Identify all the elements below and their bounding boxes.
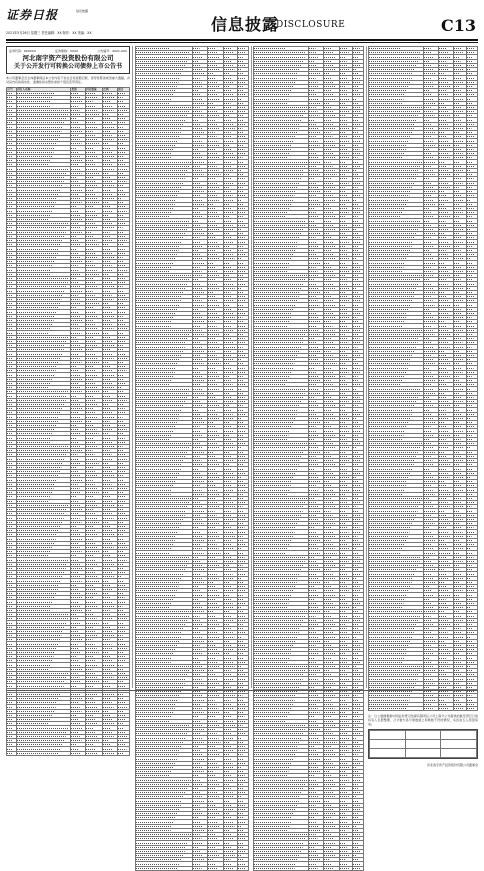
sign-cell bbox=[405, 749, 441, 758]
table-cell bbox=[192, 866, 208, 870]
column-4 bbox=[366, 46, 478, 768]
article-header bbox=[6, 46, 130, 74]
signature-table bbox=[368, 729, 478, 759]
column-2 bbox=[133, 46, 252, 688]
holder-table-2 bbox=[135, 46, 249, 871]
sign-cell bbox=[441, 740, 477, 749]
sign-cell bbox=[441, 749, 477, 758]
table-header-cell: 持有人名称 bbox=[16, 87, 70, 91]
sign-cell bbox=[370, 740, 406, 749]
table-cell bbox=[438, 706, 453, 710]
article-headline: 关于公开发行可转换公司债券上市公告书 bbox=[13, 63, 122, 70]
table-header-cell: 类别 bbox=[70, 87, 85, 91]
table-cell bbox=[136, 866, 193, 870]
issuer-signature: 河北南宇资产投资股份有限公司董事会 bbox=[426, 763, 478, 768]
announcement-number: 公告编号：2021-0XX bbox=[97, 49, 127, 53]
table-cell bbox=[102, 751, 117, 755]
table-cell bbox=[423, 706, 438, 710]
table-cell bbox=[254, 866, 309, 870]
dateline: 2021年5月26日 星期三 责任编辑：XX 制作：XX 美编：XX bbox=[6, 31, 92, 35]
table-cell bbox=[309, 866, 324, 870]
holder-table-4 bbox=[368, 46, 478, 711]
table-cell bbox=[208, 866, 224, 870]
table-header-cell: 持有数量 bbox=[85, 87, 102, 91]
sign-cell bbox=[441, 731, 477, 740]
section-title-en: DISCLOSURE bbox=[276, 20, 346, 30]
table-cell bbox=[85, 751, 102, 755]
sign-cell bbox=[370, 731, 406, 740]
column-1 bbox=[6, 46, 133, 688]
table-cell bbox=[7, 751, 17, 755]
column-3 bbox=[251, 46, 367, 688]
table-cell bbox=[352, 866, 363, 870]
body-columns bbox=[6, 46, 478, 768]
table-footnote: 注：以上数据根据中国证券登记结算有限责任公司上海分公司提供的截至登记日的持有人名册整理，合计数与各分项数值之和尾数不符的情况，系四舍五入原因造成。 bbox=[368, 714, 478, 727]
table-cell bbox=[324, 866, 339, 870]
table-row bbox=[369, 706, 478, 710]
table-header-cell: 比例 bbox=[102, 87, 117, 91]
edition-label: 信息披露 bbox=[76, 9, 89, 13]
masthead-rule bbox=[6, 39, 478, 41]
stock-code: 证券代码：600XXX bbox=[9, 49, 36, 53]
table-header-cell: 备注 bbox=[117, 87, 129, 91]
table-row bbox=[254, 866, 364, 870]
stock-info-line bbox=[9, 49, 127, 53]
newspaper-logo: 证券日报 bbox=[6, 8, 59, 22]
footer-rule bbox=[6, 690, 478, 691]
table-row bbox=[7, 751, 130, 755]
masthead-rule-thin bbox=[6, 42, 478, 43]
page-number: C13 bbox=[441, 16, 476, 35]
sign-cell bbox=[405, 731, 441, 740]
holder-table-1 bbox=[6, 87, 130, 756]
table-cell bbox=[467, 706, 478, 710]
table-row bbox=[136, 866, 249, 870]
company-name: 河北南宇资产投资股份有限公司 bbox=[22, 54, 114, 62]
table-cell bbox=[16, 751, 70, 755]
table-header-cell: 序号 bbox=[7, 87, 17, 91]
board-notice: 本公司董事会及全体董事保证本公告内容不存在任何虚假记载、误导性陈述或者重大遗漏，并对其内容的真实性、准确性和完整性承担个别及连带责任。 bbox=[6, 76, 130, 84]
section-title: 信息披露 bbox=[211, 15, 280, 34]
holder-table-3 bbox=[253, 46, 364, 871]
stock-name: 证券简称：XXXX bbox=[54, 49, 79, 53]
table-cell bbox=[224, 866, 238, 870]
table-cell bbox=[454, 706, 467, 710]
sign-cell bbox=[370, 749, 406, 758]
table-cell bbox=[339, 866, 352, 870]
masthead bbox=[6, 6, 478, 38]
table-cell bbox=[70, 751, 85, 755]
table-cell bbox=[117, 751, 129, 755]
sign-cell bbox=[405, 740, 441, 749]
table-cell bbox=[369, 706, 424, 710]
table-cell bbox=[237, 866, 248, 870]
